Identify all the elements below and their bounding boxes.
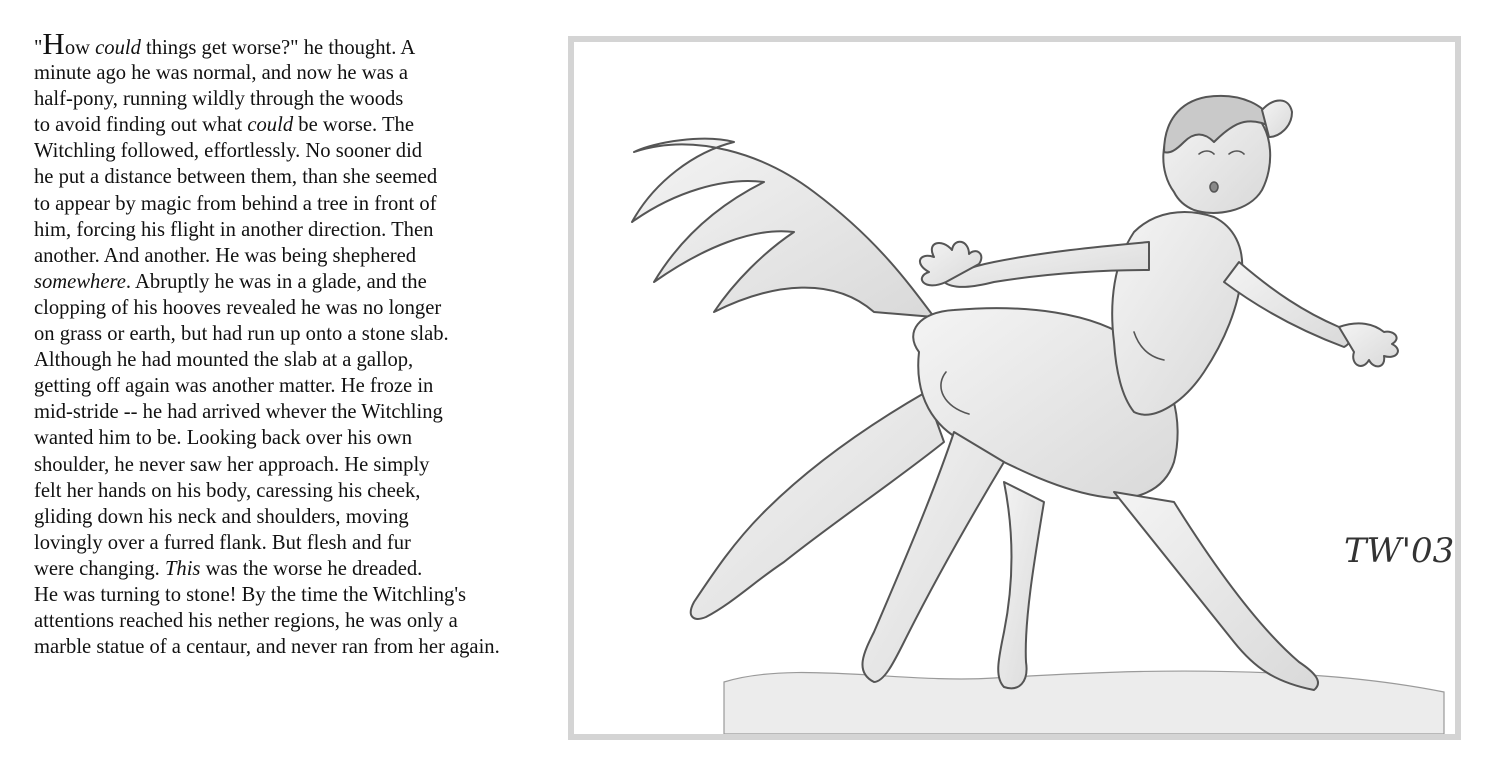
story-line bbox=[34, 425, 564, 451]
story-text-segment: . Abruptly he was in a glade, and the bbox=[125, 270, 427, 293]
story-line bbox=[34, 556, 564, 582]
story-text-segment: minute ago he was normal, and now he was a bbox=[34, 62, 409, 85]
story-line bbox=[34, 399, 564, 425]
story-text-segment: him, forcing his flight in another direction. Then bbox=[34, 218, 434, 241]
story-line bbox=[34, 582, 564, 608]
story-text-segment: on grass or earth, but had run up onto a stone slab. bbox=[34, 323, 449, 346]
story-line bbox=[34, 138, 564, 164]
story-line bbox=[34, 530, 564, 556]
story-text-segment: Although he had mounted the slab at a gallop, bbox=[34, 349, 414, 372]
story-line bbox=[34, 295, 564, 321]
story-line bbox=[34, 608, 564, 634]
drop-letter: H bbox=[42, 26, 65, 61]
front-leg-right bbox=[1114, 492, 1318, 690]
story-line bbox=[34, 347, 564, 373]
illustration-frame bbox=[568, 36, 1461, 740]
story-text-segment: felt her hands on his body, caressing his cheek, bbox=[34, 479, 421, 502]
story-text-segment: another. And another. He was being shephered bbox=[34, 244, 417, 267]
story-line bbox=[34, 112, 564, 138]
story-text-segment: marble statue of a centaur, and never ran from her again. bbox=[34, 636, 500, 659]
story-line bbox=[34, 217, 564, 243]
mouth bbox=[1210, 182, 1218, 192]
story-line bbox=[34, 269, 564, 295]
story-line bbox=[34, 478, 564, 504]
artist-signature: TW'03 bbox=[1344, 531, 1455, 571]
story-text-segment: shoulder, he never saw her approach. He simply bbox=[34, 453, 430, 476]
story-line bbox=[34, 164, 564, 190]
story-line bbox=[34, 243, 564, 269]
story-text-segment: gliding down his neck and shoulders, moving bbox=[34, 505, 409, 528]
story-line bbox=[34, 191, 564, 217]
story-text-segment: Witchling followed, effortlessly. No sooner did bbox=[34, 140, 423, 163]
story-text-segment: attentions reached his nether regions, he was only a bbox=[34, 610, 458, 633]
story-line bbox=[34, 321, 564, 347]
story-text-segment: to avoid finding out what bbox=[34, 114, 248, 137]
story-text-segment: clopping of his hooves revealed he was no longer bbox=[34, 296, 442, 319]
story-text bbox=[34, 26, 564, 660]
story-line bbox=[34, 634, 564, 660]
human-torso bbox=[1112, 212, 1242, 415]
story-text-segment: wanted him to be. Looking back over his own bbox=[34, 427, 413, 450]
story-text-segment: things get worse?" he thought. A bbox=[140, 37, 416, 59]
story-text-segment: half-pony, running wildly through the woods bbox=[34, 88, 404, 111]
story-text-segment: mid-stride -- he had arrived whever the Witchling bbox=[34, 401, 443, 424]
story-line bbox=[34, 26, 564, 61]
emphasis-text: somewhere bbox=[34, 270, 126, 293]
story-text-segment: " bbox=[34, 37, 43, 59]
story-text-segment: he put a distance between them, than she seemed bbox=[34, 166, 438, 189]
centaur-statue-drawing bbox=[574, 42, 1455, 734]
story-text-segment: were changing. bbox=[34, 557, 165, 580]
stone-slab bbox=[724, 671, 1444, 734]
story-text-segment: lovingly over a furred flank. But flesh and fur bbox=[34, 531, 411, 554]
story-text-segment: to appear by magic from behind a tree in front of bbox=[34, 192, 437, 215]
story-line bbox=[34, 60, 564, 86]
front-leg-left bbox=[998, 482, 1044, 688]
illustration-panel bbox=[574, 42, 1455, 734]
story-line bbox=[34, 452, 564, 478]
story-text-segment: be worse. The bbox=[293, 114, 414, 137]
arm-right bbox=[1224, 262, 1349, 347]
story-text-segment: ow bbox=[64, 37, 96, 59]
emphasis-text: This bbox=[164, 557, 201, 580]
emphasis-text: could bbox=[247, 114, 294, 137]
story-text-segment: was the worse he dreaded. bbox=[200, 557, 423, 580]
story-line bbox=[34, 373, 564, 399]
tail bbox=[632, 139, 934, 317]
story-text-segment: getting off again was another matter. He froze in bbox=[34, 375, 434, 398]
story-text-segment: He was turning to stone! By the time the Witchling's bbox=[34, 583, 467, 606]
story-line bbox=[34, 504, 564, 530]
emphasis-text: could bbox=[95, 37, 141, 59]
story-line bbox=[34, 86, 564, 112]
